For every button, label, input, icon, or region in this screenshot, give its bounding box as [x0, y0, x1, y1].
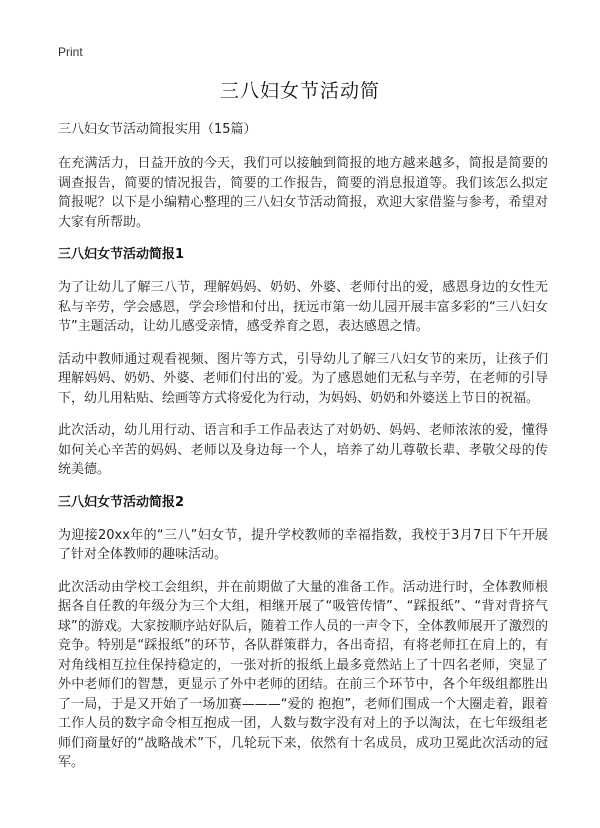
section-paragraph: 为了让幼儿了解三八节，理解妈妈、奶奶、外婆、老师付出的爱，感恩身边的女性无私与辛劳，学会感恩，学会珍惜和付出，抚远市第一幼儿园开展丰富多彩的“三八妇女节”主题活动，让幼儿感受亲情，感受养育之恩，表达感恩之情。 [58, 280, 548, 334]
document-body [58, 121, 548, 786]
document-subtitle: 三八妇女节活动简报实用（15篇） [58, 122, 257, 137]
section-paragraph: 为迎接20xx年的“三八”妇女节，提升学校教师的幸福指数，我校于3月7日下午开展了针对全体教师的趣味活动。 [58, 527, 548, 562]
document-title: 三八妇女节活动简 [219, 80, 380, 102]
section-paragraph: 活动中教师通过观看视频、图片等方式，引导幼儿了解三八妇女节的来历，让孩子们理解妈妈、奶奶、外婆、老师们付出的‵爱。为了感恩她们无私与辛劳，在老师的引导下，幼儿用粘贴、绘画等方式将爱化为行动，为妈妈、奶奶和外婆送上节日的祝福。 [58, 351, 548, 406]
section-heading: 三八妇女节活动简报1 [58, 247, 185, 262]
section-1 [58, 245, 548, 480]
intro-paragraph: 在充满活力，日益开放的今天，我们可以接触到简报的地方越来越多，简报是简要的调查报告，简要的情况报告，简要的工作报告，简要的消息报道等。我们该怎么拟定简报呢？以下是小编精心整理的三八妇女节活动简报，欢迎大家借鉴与参考，希望对大家有所帮助。 [58, 156, 548, 230]
section-heading: 三八妇女节活动简报2 [58, 494, 185, 510]
print-label[interactable]: Print [58, 45, 83, 59]
section-paragraph: 此次活动，幼儿用行动、语言和手工作品表达了对奶奶、妈妈、老师浓浓的爱，懂得如何关心辛苦的妈妈、老师以及身边每一个人，培养了幼儿尊敬长辈、孝敬父母的传统美德。 [58, 423, 548, 477]
section-2 [58, 493, 548, 773]
section-paragraph: 此次活动由学校工会组织，并在前期做了大量的准备工作。活动进行时，全体教师根据各自任教的年级分为三个大组，相继开展了“吸管传情”、“踩报纸”、“背对背挤气球”的游戏。大家按顺序站好队后，随着工作人员的一声令下，全体教师展开了激烈的竞争。特别是“踩报纸”的环节，各队群策群力，各出奇招，有将老师扛在肩上的，有对角线相互拉住保持稳定的，一张对折的报纸上最多竟然站上了十四名老师，突显了外中老师们的智慧，更显示了外中老师的团结。在前三个环节中，各个年级组都胜出了一局，于是又开始了一场加赛———“爱的 抱抱”，老师们围成一个大圈走着，跟着工作人员的数字命令相互抱成一团，人数与数字没有对上的予以淘汰，在七年级组老师们商量好的“战略战术”下，几轮玩下来，依然有十名成员，成功卫冕此次活动的冠军。 [58, 579, 548, 770]
